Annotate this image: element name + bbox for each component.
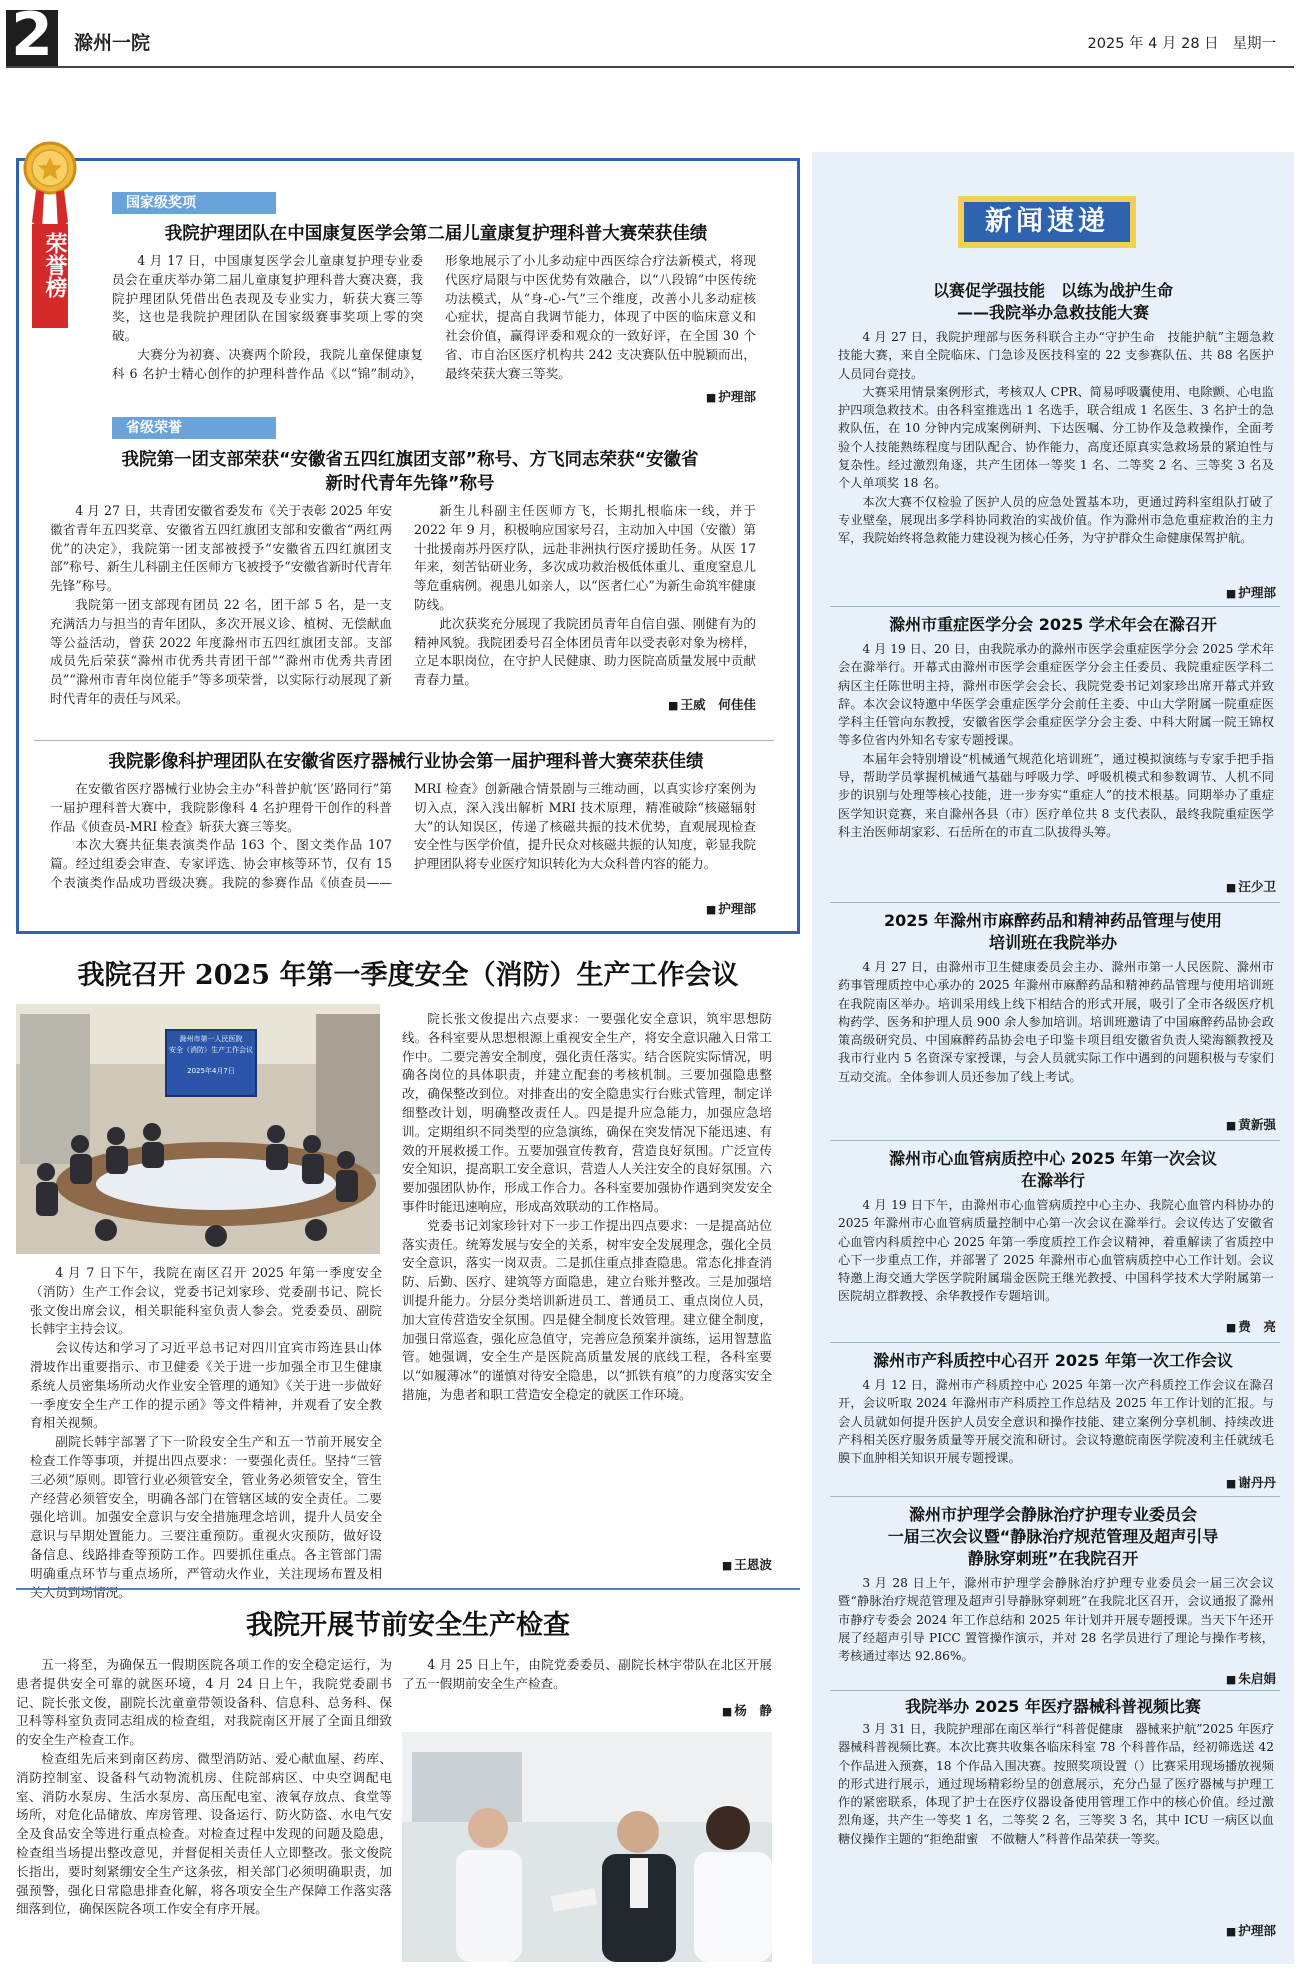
meeting-title: 我院召开 2025 年第一季度安全（消防）生产工作会议 [77,960,739,991]
page-header [0,0,1300,72]
banner-line: 2025年4月7日 [187,1067,235,1075]
paragraph: 4 月 27 日，我院护理部与医务科联合主办“守护生命 技能护航”主题急救技能大赛，来自全院临床、门急诊及医技科室的 22 支参赛队伍、共 88 名医护人员同台竞技。 [838,330,1274,381]
news-item-body [838,640,1274,841]
title-line: 培训班在我院举办 [988,933,1117,952]
title-line: 一届三次会议暨“静脉治疗规范管理及超声引导 [887,1527,1219,1546]
byline: ■ 护理部 [560,386,756,405]
byline: ■ 护理部 [1080,1920,1276,1939]
banner-line: 安全（消防）生产工作会议 [169,1046,253,1054]
paragraph: 4 月 7 日下午，我院在南区召开 2025 年第一季度安全（消防）生产工作会议，党委书记刘家珍、党委副书记、院长张文俊出席会议，相关职能科室负责人参会。党委委员、副院长韩宇主持会议。 [30,1265,382,1337]
paragraph: 本届年会特别增设“机械通气规范化培训班”，通过模拟演练与专家手把手指导，帮助学员掌握机械通气基础与呼吸力学、呼吸机模式和参数调节、人机不同步的识别与处理等核心技能，进一步夯实“重症人”的技术根基。同期举办了重症医学知识竞赛，来自滁州各县（市）医疗单位共 8 支代表队，最终我院重症医学科主治医师胡家彩、石岳所在的市直二队拔得头筹。 [838,751,1274,839]
paragraph: 在安徽省医疗器械行业协会主办“科普护航‘医’路同行”第一届护理科普大赛中，我院影像科 4 名护理骨干创作的科普作品《侦查员-MRI 检查》斩获大赛三等奖。 [50,781,392,834]
section-divider [16,1588,800,1590]
honor-article-1-title: 我院护理团队在中国康复医学会第二届儿童康复护理科普大赛荣获佳绩 [164,224,708,244]
news-item-body [838,1574,1274,1665]
paragraph: 4 月 12 日，滁州市产科质控中心 2025 年第一次产科质控工作会议在滁召开，会议听取 2024 年滁州市产科质控工作总结及 2025 年工作计划的汇报。与会人员就如何提升医护人员安全意识和操作技能、建立案例分享机制、持续改进产科相关医疗服务质量等开展交流和研讨。会议特邀皖南医学院凌利主任就绒毛膜下血肿相关知识开展专题授课。 [838,1378,1274,1466]
news-item-title [822,1148,1284,1192]
paragraph: 五一将至，为确保五一假期医院各项工作的安全稳定运行，为患者提供安全可靠的就医环境，4 月 24 日上午，我院党委副书记、院长张文俊，副院长沈童童带领设备科、信息科、总务科、保卫科等科室负责同志组成的检查组，对我院南区开展了全面且细致的安全生产检查工作。 [16,1657,392,1748]
issue-weekday: 星期一 [1232,36,1276,52]
inspection-left-col [16,1656,392,1919]
news-item-title [822,1350,1284,1372]
title-line: 在滁举行 [1020,1171,1085,1190]
paragraph: 本次大赛不仅检验了医护人员的应急处置基本功，更通过跨科室组队打破了专业壁垒，展现出多学科协同救治的实战价值。作为滁州市急危重症救治的主力军，我院始终将急救能力建设视为核心任务，为守护群众生命健康保驾护航。 [838,494,1274,546]
honor-badge-text: 荣誉榜 [42,232,67,298]
paragraph: 检查组先后来到南区药房、微型消防站、爱心献血屋、药库、消防控制室、设备科气动物流机房、住院部病区、中央空调配电室、消防水泵房、生活水泵房、高压配电室、液氧存放点、食堂等场所，对危化品储放、库房管理、设备运行、防火防盗、水电气安全及食品安全等进行重点检查。对检查过程中发现的问题及隐患，检查组当场提出整改意见，并督促相关责任人立即整改。张文俊院长指出，要时刻紧绷安全生产这条弦，相关部门必须明确职责，加强预警，强化日常隐患排查化解，将各项安全生产保障工作落实落细落到位，确保医院各项工作安全有序开展。 [16,1750,392,1917]
title-line: 滁州市护理学会静脉治疗护理专业委员会 [908,1505,1197,1524]
paragraph: 我院第一团支部现有团员 22 名，团干部 5 名，是一支充满活力与担当的青年团队，多次开展义诊、植树、无偿献血等公益活动，曾获 2022 年度滁州市五四红旗团支部。支部成员先后荣获“滁州市优秀共青团干部”“滁州市优秀共青团员”“滁州市青年岗位能手”等多项荣誉，以实际行动展现了新时代青年的责任与风采。 [50,596,392,706]
inspection-photo [402,1732,772,1962]
byline: ■ 汪少卫 [1080,876,1276,895]
paragraph: 大赛采用情景案例形式，考核双人 CPR、简易呼吸囊使用、电除颤、心电监护四项急救技术。由各科室推选出 1 名选手，联合组成 1 名医生、3 名护士的急救队伍，在 10 分钟内完成案例研判、下达医嘱、分工协作及急救操作，全面考验个人技能熟练程度与团队配合、协作能力，高度还原真实急救场景的紧迫性与复杂性。经过激烈角逐，共产生团体一等奖 1 名、二等奖 2 名、三等奖 3 名及个人单项奖 18 名。 [838,384,1274,491]
page-number: 2 [11,0,53,70]
honor-article-3-title: 我院影像科护理团队在安徽省医疗器械行业协会第一届护理科普大赛荣获佳绩 [108,752,704,772]
news-item-title [822,1696,1284,1718]
news-item-title [822,910,1284,954]
issue-date: 2025 年 4 月 28 日 [1087,36,1219,52]
byline: ■ 护理部 [1080,582,1276,601]
paragraph: 新生儿科副主任医师方飞，长期扎根临床一线，并于 2022 年 9 月，积极响应国家号召，主动加入中国（安徽）第十批援南苏丹医疗队，远赴非洲执行医疗援助任务。从医 17 年来，刻苦钻研业务，多次成功救治极低体重儿、重度窒息儿等危重病例。视患儿如亲人，以“医者仁心”为新生命筑牢健康防线。 [414,503,756,612]
title-line: 滁州市心血管病质控中心 2025 年第一次会议 [889,1149,1217,1168]
news-item-title [822,280,1284,324]
news-item-body [838,1196,1274,1306]
paragraph: 党委书记刘家珍针对下一步工作提出四点要求：一是提高站位落实责任。统筹发展与安全的关系，树牢安全发展理念，强化全员安全意识，落实一岗双责。二是抓住重点排查隐患。常态化排查消防、后勤、医疗、建筑等方面隐患，建立台账并整改。三是加强培训提升能力。分层分类培训新进员工、普通员工、重点岗位人员，加大宣传营造安全氛围。四是健全制度长效管理。建立健全制度，加强日常巡查，强化应急值守，完善应急预案并演练，运用智慧监管。她强调，安全生产是医院高质量发展的底线工程，各科室要以“如履薄冰”的谨慎对待安全隐患，以“抓铁有痕”的力度落实安全措施，为患者和职工营造安全稳定的就医工作环境。 [402,1217,772,1402]
meeting-left-col [30,1264,382,1602]
news-item-body [838,1376,1274,1467]
paragraph: 4 月 19 日、20 日，由我院承办的滁州市医学会重症医学分会 2025 学术年会在滁举行。开幕式由滁州市医学会重症医学分会主任委员、我院重症医学科二病区主任陈世明主持，滁州市医学会会长、我院党委书记刘家珍出席开幕式并致辞。本次会议特邀中华医学会重症医学分会前任主委、中山大学附属一院重症医学科主任管向东教授，安徽省医学会重症医学分会主委、中科大附属一院王锦权等多位省内外知名专家专题授课。 [838,642,1274,748]
byline: ■ 护理部 [560,898,756,917]
paragraph: 大赛分为初赛、决赛两个阶段，我院儿童保健康复科 6 名护士精心创作的护理科普作品《以“锦”制动》，形象地展示了小儿多动症中西医综合疗法新模式，将现代医疗局限与中医优势有效融合，以“八段锦”中医传统功法模式，从“身-心-气”三个维度，改善小儿多动症核心症状，提高自我调节能力，体现了中医的临床意义和社会价值，赢得评委和观众的一致好评，在全国 30 个省、市自治区医疗机构共 242 支决赛队伍中脱颖而出，最终荣获大赛三等奖。 [112,253,756,381]
title-line: ——我院举办急救技能大赛 [956,303,1149,322]
label-provincial-text: 省级荣誉 [126,420,182,436]
news-item-body [838,1720,1274,1848]
byline: ■ 王恩波 [600,1554,772,1573]
paragraph: 副院长韩宇部署了下一阶段安全生产和五一节前开展安全检查工作等事项，并提出四点要求：一要强化责任。坚持“三管三必须”原则。即管行业必须管安全，管业务必须管安全，管生产经营必须管安全，明确各部门在管辖区域的安全责任。二要强化培训。加强安全意识与安全措施理念培训，提升人员安全意识与早期处置能力。三要注重预防。重视火灾预防，做好设备信息、线路排查等预防工作。四要抓住重点。各主管部门需明确重点环节与重点场所，严管动火作业，关注现场布置及相关人员到场情况。 [30,1434,382,1600]
meeting-right-col [402,1010,772,1405]
paragraph: 4 月 25 日上午，由院党委委员、副院长林宇带队在北区开展了五一假期前安全生产检查。 [402,1657,772,1691]
paragraph: 4 月 17 日，中国康复医学会儿童康复护理专业委员会在重庆举办第二届儿童康复护理科普大赛决赛，我院护理团队凭借出色表现及专业实力，斩获大赛三等奖，这也是我院护理团队在国家级赛事奖项上零的突破。 [112,253,423,344]
divider [830,1496,1280,1497]
news-item-title [822,1504,1284,1570]
divider [830,606,1280,607]
news-item-body [838,328,1274,548]
header-rule [6,66,1294,68]
title-line: 我院第一团支部荣获“安徽省五四红旗团支部”称号、方飞同志荣获“安徽省 [121,450,699,470]
label-national-text: 国家级奖项 [126,195,196,211]
news-banner-text: 新闻速递 [985,206,1109,237]
paragraph: 4 月 27 日，共青团安徽省委发布《关于表彰 2025 年安徽省青年五四奖章、安徽省五四红旗团支部和安徽省“两红两优”的决定》，我院第一团支部被授予“安徽省五四红旗团支部”称号、新生儿科副主任医师方飞被授予“安徽省新时代青年先锋”称号。 [50,503,392,594]
news-item-body [838,958,1274,1086]
divider [34,740,774,741]
title-line: 我院举办 2025 年医疗器械科普视频比赛 [905,1697,1201,1716]
byline: ■ 杨 静 [600,1700,772,1719]
divider [830,1140,1280,1141]
paragraph: 会议传达和学习了习近平总书记对四川宜宾市筠连县山体滑坡作出重要指示、市卫健委《关于进一步加强全市卫生健康系统人员密集场所动火作业安全管理的通知》《关于进一步做好一季度安全生产工作的提示函》等文件精神，并观看了安全教育相关视频。 [30,1340,382,1431]
paragraph: 4 月 27 日，由滁州市卫生健康委员会主办、滁州市第一人民医院、滁州市药事管理质控中心承办的 2025 年滁州市麻醉药品和精神药品管理与使用培训班在我院南区举办。培训采用线上线下相结合的形式开展，吸引了全市各级医疗机构药学、医务和护理人员 900 余人参加培训。培训班邀请了中国麻醉药品协会政策高级研究员、中国麻醉药品协会电子印鉴卡项目组安徽省负责人梁海额教授及我市行业内 5 名资深专家授课，与会人员就实际工作中遇到的问题积极与专家们互动交流。全体参训人员还参加了线上考试。 [838,960,1274,1084]
paragraph: 此次获奖充分展现了我院团员青年自信自强、刚健有为的精神风貌。我院团委号召全体团员青年以受表彰对象为榜样，立足本职岗位，在守护人民健康、助力医院高质量发展中贡献青春力量。 [414,615,756,688]
honor-article-3-body [50,780,756,916]
banner-line: 滁州市第一人民医院 [179,1035,243,1043]
title-line: 滁州市产科质控中心召开 2025 年第一次工作会议 [873,1351,1233,1370]
divider [830,902,1280,903]
divider [830,1690,1280,1691]
divider [830,1342,1280,1343]
medal-icon [22,140,78,230]
title-line: 新时代青年先锋”称号 [325,474,495,494]
paragraph: 本次大赛共征集表演类作品 163 个、图文类作品 107 篇。经过组委会审查、专家评选、协会审核等环节，仅有 15 个表演类作品成功晋级决赛。我院的参赛作品《侦查员——MRI 检查》创新融合情景剧与三维动画，以真实诊疗案例为切入点，深入浅出解析 MRI 技术原理，精准破除“核磁辐射大”的认知误区，传递了核磁共振的技术优势，直观展现检查安全性与医学价值，提升民众对核磁共振的认知度，彰显我院护理团队将专业医疗知识转化为大众科普内容的能力。 [50,781,756,890]
byline: ■ 朱启娟 [1080,1668,1276,1687]
paragraph: 4 月 19 日下午，由滁州市心血管病质控中心主办、我院心血管内科协办的 2025 年滁州市心血管病质量控制中心第一次会议在滁举行。会议传达了安徽省心血管内科质控中心 2025 年第一季度质控工作会议精神，着重解读了省质控中心下一步重点工作，并部署了 2025 年滁州市心血管病质控中心工作计划。会议特邀上海交通大学医学院附属瑞金医院王继光教授、中国科学技术大学附属第一医院胡立群教授、余华教授作专题培训。 [838,1198,1274,1304]
title-line: 以赛促学强技能 以练为战护生命 [932,281,1173,300]
byline: ■ 谢丹丹 [1080,1472,1276,1491]
title-line: 滁州市重症医学分会 2025 学术年会在滁召开 [889,615,1217,634]
paragraph: 院长张文俊提出六点要求：一要强化安全意识，筑牢思想防线。各科室要从思想根源上重视安全生产，将安全意识融入日常工作中。二要完善安全制度，强化责任落实。结合医院实际情况，明确各岗位的具体职责，并建立配套的考核机制。三要加强隐患整改，确保整改到位。对排查出的安全隐患实行台账式管理，制定详细整改计划，明确整改责任人。四是提升应急能力，加强应急培训。定期组织不同类型的应急演练，确保在突发情况下能迅速、有效的开展救援工作。五要加强宣传教育，营造良好氛围。广泛宣传安全知识，提高职工安全意识，营造人人关注安全的良好氛围。六要加强团队协作，形成工作合力。各科室要加强协作遇到突发安全事件时能迅速响应，形成高效联动的工作格局。 [402,1011,772,1214]
meeting-photo-banner [166,1034,256,1077]
inspection-right-col [402,1656,772,1694]
title-line: 静脉穿刺班”在我院召开 [967,1549,1139,1568]
news-item-title [822,614,1284,636]
byline: ■ 黄新强 [1080,1114,1276,1133]
honor-article-2-title [34,448,786,496]
paragraph: 3 月 31 日，我院护理部在南区举行“科普促健康 器械来护航”2025 年医疗器械科普视频比赛。本次比赛共收集各临床科室 78 个科普作品，经初筛选送 42 个作品进入预赛，18 个作品入围决赛。按照奖项设置（）比赛采用现场播放视频的形式进行展示，通过现场精彩纷呈的创意展示，充分凸显了医疗器械与护理工作的紧密联系，体现了护士在医疗仪器设备使用管理工作中的核心价值。经过激烈角逐，共产生一等奖 1 名，二等奖 2 名，三等奖 3 名，其中 ICU 一病区以血糖仪操作主题的“拒绝甜蜜 不做糖人”科普作品荣获一等奖。 [838,1722,1274,1846]
byline: ■ 费 亮 [1080,1316,1276,1335]
byline: ■ 王威 何佳佳 [560,694,756,713]
paragraph: 3 月 28 日上午，滁州市护理学会静脉治疗护理专业委员会一届三次会议暨“静脉治疗规范管理及超声引导静脉穿刺班”在我院北区召开，会议通报了滁州市静疗专委会 2024 年工作总结和 2025 年计划并开展专题授课。当天下午还开展了经超声引导 PICC 置管操作演示，并对 28 名学员进行了理论与操作考核，考核通过率达 92.86%。 [838,1576,1274,1664]
honor-article-1-body [112,252,756,404]
inspection-title: 我院开展节前安全生产检查 [246,1610,570,1641]
title-line: 2025 年滁州市麻醉药品和精神药品管理与使用 [883,911,1223,930]
section-title: 滁州一院 [74,32,151,54]
